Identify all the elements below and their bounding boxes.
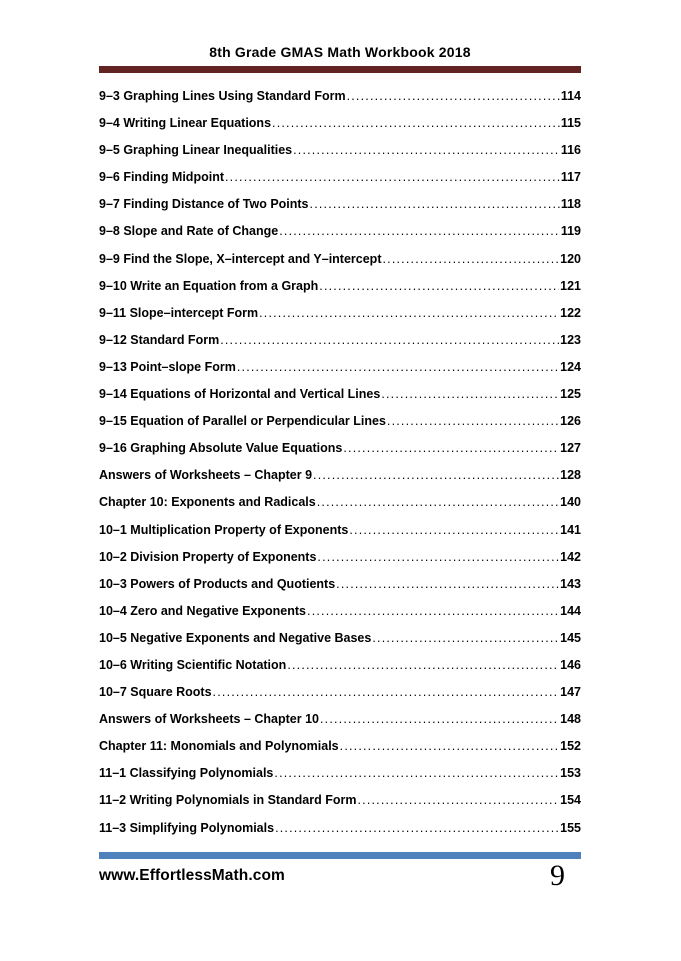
toc-entry xyxy=(99,414,581,441)
toc-entry xyxy=(99,712,581,739)
toc-entry-page: 143 xyxy=(560,576,581,591)
toc-entry-label: 9–3 Graphing Lines Using Standard Form xyxy=(99,89,346,103)
toc-dot-leader xyxy=(293,143,560,157)
toc-dot-leader xyxy=(349,523,559,537)
toc-entry xyxy=(99,793,581,820)
toc-entry xyxy=(99,224,581,251)
toc-entry xyxy=(99,577,581,604)
toc-entry xyxy=(99,170,581,197)
toc-entry-page: 115 xyxy=(560,116,581,131)
toc-entry xyxy=(99,631,581,658)
toc-entry xyxy=(99,197,581,224)
footer-website-text: www.EffortlessMath.com xyxy=(99,866,285,884)
toc-entry-label: 10–1 Multiplication Property of Exponents xyxy=(99,522,349,537)
toc-dot-leader xyxy=(272,116,560,130)
toc-entry-label: Answers of Worksheets – Chapter 9 xyxy=(99,468,313,483)
footer xyxy=(99,859,581,899)
toc-entry xyxy=(99,766,581,793)
toc-entry-page: 128 xyxy=(560,468,581,483)
toc-dot-leader xyxy=(220,333,559,347)
toc-dot-leader xyxy=(372,631,559,645)
toc-entry-page: 142 xyxy=(560,549,581,564)
footer-divider-bar xyxy=(99,852,581,859)
toc-dot-leader xyxy=(317,495,559,509)
toc-entry-page: 140 xyxy=(560,495,581,510)
toc-entry-label: 9–9 Find the Slope, X–intercept and Y–intercept xyxy=(99,251,382,266)
toc-dot-leader xyxy=(213,685,560,699)
toc-dot-leader xyxy=(357,793,559,807)
toc-entry-label: 10–3 Powers of Products and Quotients xyxy=(99,576,336,591)
toc-entry-page: 145 xyxy=(560,630,581,645)
toc-entry xyxy=(99,523,581,550)
toc-entry-label: 10–5 Negative Exponents and Negative Bases xyxy=(99,630,372,645)
toc-entry-page: 126 xyxy=(560,414,581,429)
toc-entry-page: 119 xyxy=(560,224,581,239)
toc-entry xyxy=(99,441,581,468)
toc-entry-page: 120 xyxy=(560,251,581,266)
toc-entry-label: 9–7 Finding Distance of Two Points xyxy=(99,197,309,212)
toc-entry-page: 117 xyxy=(560,170,581,185)
toc-entry xyxy=(99,306,581,333)
toc-dot-leader xyxy=(274,766,559,780)
toc-entry-label: 11–3 Simplifying Polynomials xyxy=(99,820,275,835)
table-of-contents xyxy=(99,89,581,848)
page-number: 9 xyxy=(550,858,565,892)
toc-entry xyxy=(99,143,581,170)
toc-entry xyxy=(99,550,581,577)
toc-dot-leader xyxy=(317,550,559,564)
toc-entry-page: 125 xyxy=(560,387,581,402)
toc-entry-page: 123 xyxy=(560,332,581,347)
toc-dot-leader xyxy=(382,252,559,266)
toc-dot-leader xyxy=(307,604,559,618)
toc-entry-label: 9–8 Slope and Rate of Change xyxy=(99,224,279,239)
toc-dot-leader xyxy=(340,739,560,753)
toc-dot-leader xyxy=(336,577,559,591)
toc-dot-leader xyxy=(320,712,559,726)
toc-entry-label: 9–4 Writing Linear Equations xyxy=(99,116,272,131)
toc-entry-label: Chapter 11: Monomials and Polynomials xyxy=(99,739,339,754)
toc-entry xyxy=(99,116,581,143)
toc-entry xyxy=(99,685,581,712)
toc-dot-leader xyxy=(387,414,559,428)
toc-entry xyxy=(99,333,581,360)
toc-entry-label: 9–12 Standard Form xyxy=(99,332,220,347)
toc-entry-page: 153 xyxy=(560,766,581,781)
header-divider-bar xyxy=(99,66,581,73)
toc-entry-page: 152 xyxy=(560,739,581,754)
toc-entry-label: 9–13 Point–slope Form xyxy=(99,359,236,374)
toc-entry-label: 9–5 Graphing Linear Inequalities xyxy=(99,143,293,158)
toc-entry-page: 147 xyxy=(560,685,581,700)
page-title: 8th Grade GMAS Math Workbook 2018 xyxy=(209,44,471,60)
toc-entry xyxy=(99,658,581,685)
toc-entry-label: 10–2 Division Property of Exponents xyxy=(99,549,317,564)
toc-entry-page: 154 xyxy=(560,793,581,808)
toc-entry-page: 155 xyxy=(560,820,581,835)
toc-dot-leader xyxy=(381,387,559,401)
toc-entry-page: 121 xyxy=(560,278,581,293)
page-content xyxy=(99,0,581,899)
toc-dot-leader xyxy=(237,360,559,374)
toc-entry-page: 127 xyxy=(560,441,581,456)
toc-entry-label: 11–1 Classifying Polynomials xyxy=(99,766,274,781)
toc-entry-label: 10–7 Square Roots xyxy=(99,685,212,700)
toc-entry xyxy=(99,821,581,848)
toc-entry-label: 11–2 Writing Polynomials in Standard Form xyxy=(99,793,357,808)
toc-entry-label: 10–4 Zero and Negative Exponents xyxy=(99,603,307,618)
toc-entry-label: 9–16 Graphing Absolute Value Equations xyxy=(99,441,343,456)
toc-entry xyxy=(99,89,581,116)
toc-entry-page: 118 xyxy=(560,197,581,212)
toc-entry xyxy=(99,739,581,766)
toc-entry xyxy=(99,252,581,279)
toc-entry-page: 122 xyxy=(560,305,581,320)
toc-dot-leader xyxy=(343,441,559,455)
toc-entry-label: 9–11 Slope–intercept Form xyxy=(99,305,259,320)
toc-dot-leader xyxy=(279,224,560,238)
toc-dot-leader xyxy=(225,170,560,184)
toc-dot-leader xyxy=(313,468,559,482)
toc-entry-label: 9–14 Equations of Horizontal and Vertical Lines xyxy=(99,387,381,402)
toc-entry-page: 116 xyxy=(560,143,581,158)
toc-entry xyxy=(99,279,581,306)
toc-entry xyxy=(99,360,581,387)
toc-entry-page: 124 xyxy=(560,359,581,374)
toc-entry-page: 114 xyxy=(560,89,581,103)
toc-entry-label: 10–6 Writing Scientific Notation xyxy=(99,657,287,672)
toc-dot-leader xyxy=(347,89,560,103)
toc-entry-label: Chapter 10: Exponents and Radicals xyxy=(99,495,316,510)
toc-dot-leader xyxy=(275,821,559,835)
toc-dot-leader xyxy=(310,197,560,211)
toc-entry-page: 144 xyxy=(560,603,581,618)
toc-entry-label: Answers of Worksheets – Chapter 10 xyxy=(99,712,319,727)
toc-entry xyxy=(99,468,581,495)
toc-dot-leader xyxy=(287,658,559,672)
toc-entry-label: 9–10 Write an Equation from a Graph xyxy=(99,278,319,293)
toc-dot-leader xyxy=(319,279,559,293)
toc-entry-label: 9–6 Finding Midpoint xyxy=(99,170,224,185)
toc-entry-page: 141 xyxy=(560,522,581,537)
toc-entry-page: 148 xyxy=(560,712,581,727)
toc-dot-leader xyxy=(259,306,559,320)
toc-entry xyxy=(99,387,581,414)
toc-entry-label: 9–15 Equation of Parallel or Perpendicular Lines xyxy=(99,414,386,429)
toc-entry xyxy=(99,495,581,522)
toc-entry-page: 146 xyxy=(560,657,581,672)
toc-entry xyxy=(99,604,581,631)
